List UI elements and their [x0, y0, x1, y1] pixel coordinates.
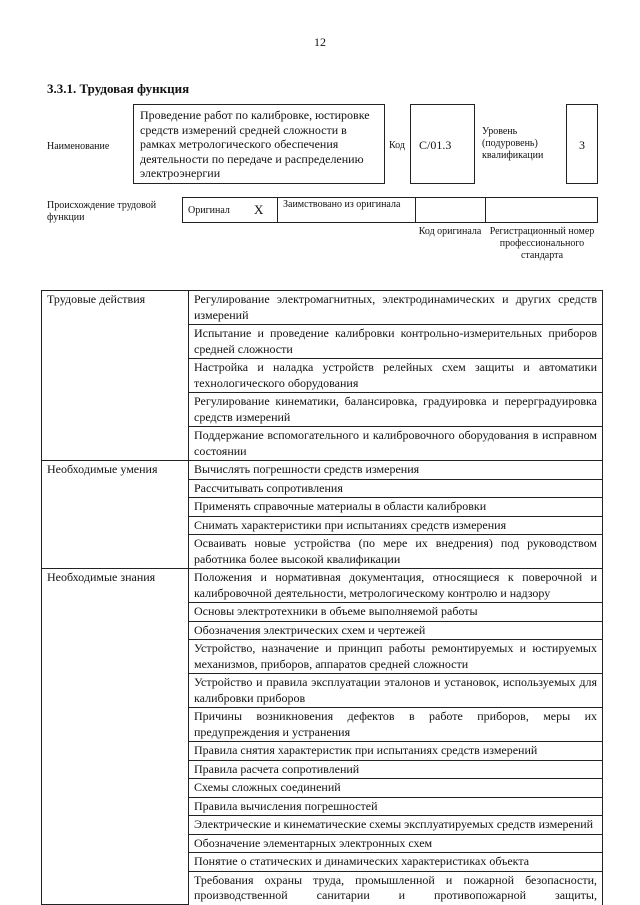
- item-cell: Регулирование электромагнитных, электродинамических и других средств измерений: [189, 291, 603, 325]
- original-label: Оригинал: [188, 205, 230, 216]
- reg-number-cell: [486, 198, 597, 222]
- item-cell: Устройство и правила эксплуатации эталонов и установок, используемых для калибровки приборов: [189, 674, 603, 708]
- section-title: 3.3.1. Трудовая функция: [47, 81, 190, 96]
- code-value-box: [410, 104, 475, 184]
- table-row: [42, 569, 603, 603]
- table-row: [42, 461, 603, 480]
- item-cell: Осваивать новые устройства (по мере их внедрения) под руководством работника более высокой квалификации: [189, 535, 603, 569]
- item-cell: Применять справочные материалы в области калибровки: [189, 498, 603, 517]
- competency-table: [41, 290, 603, 905]
- code-label: Код: [389, 140, 405, 151]
- item-cell: Схемы сложных соединений: [189, 779, 603, 798]
- page-number: 12: [314, 35, 326, 49]
- item-cell: Вычислять погрешности средств измерения: [189, 461, 603, 480]
- original-cell: [183, 198, 278, 222]
- name-label: Наименование: [47, 141, 110, 152]
- item-cell: Причины возникновения дефектов в работе приборов, меры их предупреждения и устранения: [189, 708, 603, 742]
- level-label: Уровень (подуровень) квалификации: [482, 126, 544, 161]
- item-cell: Устройство, назначение и принцип работы ремонтируемых и юстируемых механизмов, приборов, аппаратов средней сложности: [189, 640, 603, 674]
- item-cell: Испытание и проведение калибровки контрольно-измерительных приборов средней сложности: [189, 325, 603, 359]
- item-cell: Рассчитывать сопротивления: [189, 479, 603, 498]
- borrowed-label: Заимствовано из оригинала: [283, 199, 401, 210]
- item-cell: Обозначение элементарных электронных схем: [189, 834, 603, 853]
- item-cell: Снимать характеристики при испытаниях средств измерения: [189, 516, 603, 535]
- item-cell: Настройка и наладка устройств релейных схем защиты и автоматики технологического оборудования: [189, 359, 603, 393]
- item-cell: Требования охраны труда, промышленной и пожарной безопасности, производственной санитарии и противопожарной защиты,: [189, 871, 603, 905]
- borrowed-cell: [278, 198, 416, 222]
- item-cell: Понятие о статических и динамических характеристиках объекта: [189, 853, 603, 872]
- item-cell: Электрические и кинематические схемы эксплуатируемых средств измерений: [189, 816, 603, 835]
- level-value-box: [566, 104, 598, 184]
- function-name-box: [133, 104, 385, 184]
- category-cell: Трудовые действия: [42, 291, 189, 461]
- origin-row: [182, 197, 598, 223]
- code-caption: Код оригинала: [418, 226, 482, 237]
- item-cell: Основы электротехники в объеме выполняемой работы: [189, 603, 603, 622]
- origin-label: Происхождение трудовой функции: [47, 200, 157, 223]
- table-row: [42, 291, 603, 325]
- original-code-cell: [416, 198, 486, 222]
- item-cell: Правила вычисления погрешностей: [189, 797, 603, 816]
- reg-caption: Регистрационный номер профессионального стандарта: [489, 226, 595, 261]
- code-value: С/01.3: [419, 138, 452, 152]
- category-cell: Необходимые знания: [42, 569, 189, 905]
- category-cell: Необходимые умения: [42, 461, 189, 569]
- item-cell: Положения и нормативная документация, относящиеся к поверочной и калибровочной деятельности, метрологическому контролю и надзору: [189, 569, 603, 603]
- item-cell: Обозначения электрических схем и чертежей: [189, 621, 603, 640]
- item-cell: Регулирование кинематики, балансировка, градуировка и перерградуировка средств измерений: [189, 393, 603, 427]
- original-mark: X: [254, 202, 264, 217]
- item-cell: Правила расчета сопротивлений: [189, 760, 603, 779]
- item-cell: Поддержание вспомогательного и калибровочного оборудования в исправном состоянии: [189, 427, 603, 461]
- item-cell: Правила снятия характеристик при испытаниях средств измерений: [189, 742, 603, 761]
- function-name-value: Проведение работ по калибровке, юстировке средств измерений средней сложности в рамках метрологического обеспечения деятельности по передаче и распределению электроэнергии: [140, 108, 370, 180]
- level-value: 3: [579, 138, 585, 152]
